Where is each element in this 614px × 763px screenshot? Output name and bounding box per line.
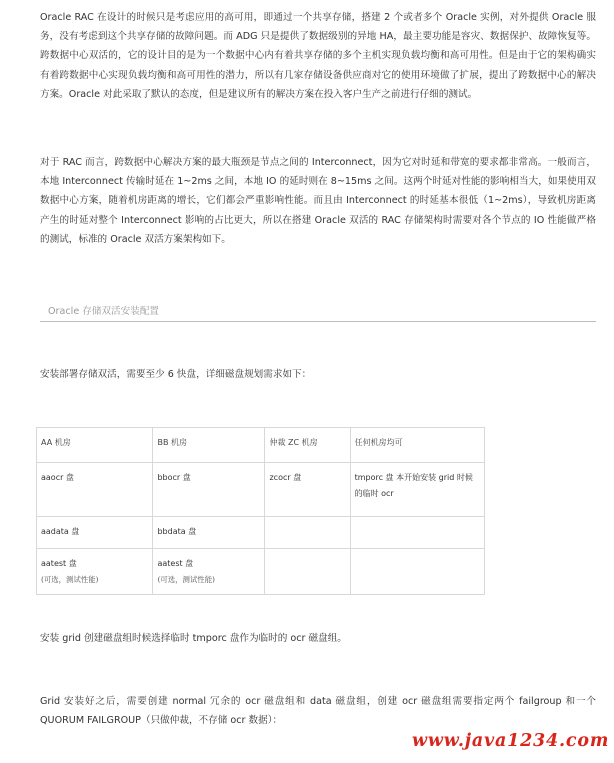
table-cell: [153, 517, 265, 549]
table-header-row: [37, 428, 485, 463]
cell-note: (可选，测试性能): [41, 575, 99, 584]
cell-text: aadata 盘: [41, 527, 80, 536]
table-cell: [265, 549, 350, 595]
cell-text: aatest 盘: [157, 559, 194, 568]
table-header-cell: AA 机房: [37, 428, 153, 463]
table-cell: [37, 517, 153, 549]
table-row: [37, 549, 485, 595]
table-row: [37, 463, 485, 517]
table-cell: [265, 463, 350, 517]
grid-diskgroup-paragraph: Grid 安装好之后，需要创建 normal 冗余的 ocr 磁盘组和 data 磁盘组，创建 ocr 磁盘组需要指定两个 failgroup 和一个 QUORUM FAILGROUP（只做仲裁，不存储 ocr 数据）：: [40, 696, 596, 727]
cell-text: bbocr 盘: [157, 473, 191, 482]
cell-text: bbdata 盘: [157, 527, 197, 536]
cell-text: aatest 盘: [41, 559, 77, 568]
grid-install-paragraph: 安装 grid 创建磁盘组时候选择临时 tmporc 盘作为临时的 ocr 磁盘组。: [40, 633, 347, 644]
table-cell: [350, 517, 484, 549]
table-cell: [350, 463, 484, 517]
cell-note: (可选，测试性能): [157, 575, 215, 584]
disk-requirement-paragraph: 安装部署存储双活，需要至少 6 快盘，详细磁盘规划需求如下：: [40, 369, 312, 380]
table-row: [37, 517, 485, 549]
section-heading: [40, 300, 596, 322]
intro-paragraph: Oracle RAC 在设计的时候只是考虑应用的高可用，即通过一个共享存储，搭建 2 个或者多个 Oracle 实例，对外提供 Oracle 服务，没有考虑到这个共享存储的故障问题。而 ADG 只是提供了数据级别的异地 HA，最主要功能是容灾、数据保护、故障恢复等。跨数据中心双活的，它的设计目的是为一个数据中心内有着共享存储的多个主机实现负载均衡和高可用性。但是由于它的架构确实有着跨数据中心实现负载均衡和高可用性的潜力，所以有几家存储设备供应商对它的使用环境做了扩展，提出了跨数据中心的解决方案。Oracle 对此采取了默认的态度，但是建议所有的解决方案在投入客户生产之前进行仔细的测试。: [40, 12, 596, 100]
table-cell: [153, 463, 265, 517]
table-header-cell: 任何机房均可: [350, 428, 484, 463]
disk-plan-table: [36, 427, 485, 595]
table-header-cell: 仲裁 ZC 机房: [265, 428, 350, 463]
cell-text: aaocr 盘: [41, 473, 74, 482]
table-cell: [37, 463, 153, 517]
table-cell: [265, 517, 350, 549]
table-cell: [350, 549, 484, 595]
cell-text: tmporc 盘 本开始安装 grid 时候的临时 ocr: [354, 473, 473, 498]
interconnect-paragraph: 对于 RAC 而言，跨数据中心解决方案的最大瓶颈是节点之间的 Interconnect，因为它对时延和带宽的要求都非常高。一般而言，本地 Interconnect 传输时延在 1~2ms 之间，本地 IO 的延时则在 8~15ms 之间。这两个时延对性能的影响相当大，如果使用双数据中心方案，随着机房距离的增长，它们都会严重影响性能。而且由 Interconnect 的时延基本很低（1~2ms），导致机房距离产生的时延对整个 Interconnect 影响的占比更大，所以在搭建 Oracle 双活的 RAC 存储架构时需要对各个节点的 IO 性能做严格的测试，标准的 Oracle 双活方案架构如下。: [40, 157, 596, 245]
site-watermark: www.java1234.com: [412, 731, 610, 751]
table-cell: [153, 549, 265, 595]
cell-text: zcocr 盘: [269, 473, 302, 482]
table-header-cell: BB 机房: [153, 428, 265, 463]
table-cell: [37, 549, 153, 595]
section-heading-text: Oracle 存储双活安装配置: [48, 306, 160, 317]
